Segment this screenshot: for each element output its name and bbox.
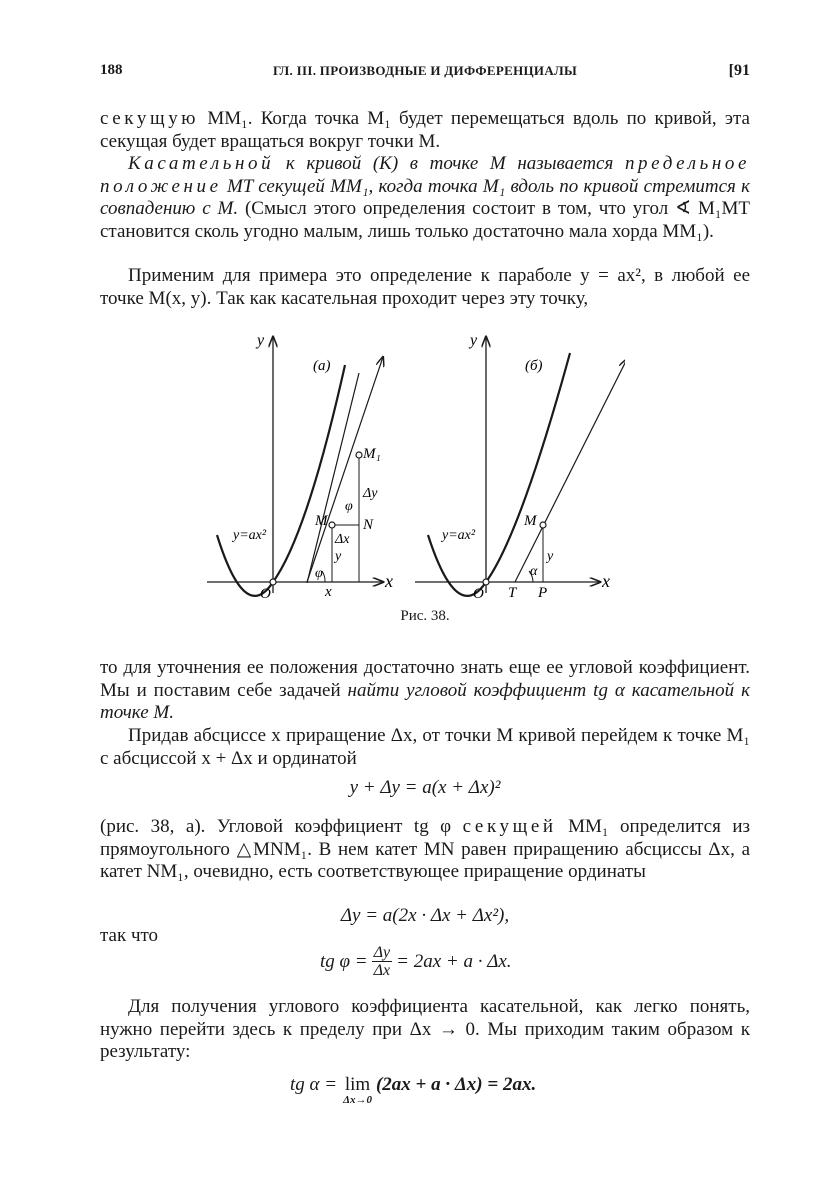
parabola-a — [217, 365, 345, 596]
formula-ordinate: y + Δy = a(x + Δx)² — [349, 777, 501, 798]
origin-label-a: O — [260, 586, 271, 602]
panel-b — [415, 332, 625, 602]
formula-tg-phi — [320, 944, 512, 979]
origin-label-b: O — [473, 586, 484, 602]
point-m1-label-a: M₁ — [363, 446, 381, 462]
spaced-word-secant: секущей — [462, 816, 557, 837]
point-m-label-b: M — [524, 513, 537, 529]
paragraph-1-text: MM₁. Когда точка M₁ будет перемещаться вдоль по кривой, эта секущая будет вращаться вокруг точки M. — [100, 108, 750, 152]
paragraph-6-text-1: (рис. 38, а). Угловой коэффициент tg φ — [100, 816, 463, 837]
tangent-line-a — [307, 373, 359, 583]
paragraph-6 — [100, 816, 750, 884]
delta-y-label-a: Δy — [363, 486, 378, 501]
chapter-title: ГЛ. III. ПРОИЗВОДНЫЕ И ДИФФЕРЕНЦИАЛЫ — [272, 63, 578, 78]
paragraph-5-text: Придав абсциссе x приращение Δx, от точки M кривой перейдем к точке M₁ с абсциссой x + Δx и ординатой — [100, 725, 750, 769]
paragraph-5 — [100, 725, 750, 770]
definition-text-1: к кривой (K) в точке M называется — [274, 153, 625, 174]
point-m-a — [329, 522, 335, 528]
spaced-word: секущую — [100, 108, 200, 129]
so-that-text: так что — [100, 925, 159, 946]
ordinate-label-b: y — [547, 549, 554, 564]
curve-label-b: y=ax² — [442, 528, 476, 543]
alpha-label-b: α — [530, 564, 538, 579]
paragraph-1 — [100, 108, 750, 153]
x-axis-label-a: x — [385, 571, 393, 591]
tg-alpha-rhs: (2ax + a · Δx) = 2ax. — [375, 1074, 537, 1095]
paragraph-3-text: Применим для примера это определение к параболе y = ax², в любой ее точке M(x, y). Так как касательная проходит через эту точку, — [100, 265, 750, 309]
task-statement: найти угловой коэффициент tg α касательной к точке M. — [100, 679, 750, 723]
panel-a — [207, 332, 393, 602]
figure-38 — [195, 325, 625, 610]
fraction — [372, 944, 393, 979]
point-m-b — [540, 522, 546, 528]
phi-label-top-a: φ — [345, 499, 353, 514]
panel-label-b: (б) — [525, 358, 543, 374]
tg-phi-rhs: = 2ax + a · Δx. — [396, 950, 512, 972]
page-number: 188 — [100, 62, 123, 78]
section-number: [91 — [728, 62, 750, 79]
tg-phi-lhs: tg φ = — [320, 950, 368, 972]
formula-delta-y: Δy = a(2x · Δx + Δx²), — [340, 905, 510, 926]
limit-operator — [343, 1074, 372, 1106]
origin-point-b — [483, 579, 489, 585]
tg-alpha-lhs: tg α = — [290, 1074, 338, 1095]
term-tangent: Касательной — [128, 153, 275, 174]
paragraph-7-text: Для получения углового коэффициента касательной, как легко понять, нужно перейти здесь к пределу при Δx → 0. Мы приходим таким образом к результату: — [100, 996, 750, 1062]
definition-text-2: MT секущей MM₁, когда точка M₁ вдоль по кривой стремится к совпадению с M. — [100, 175, 750, 219]
y-axis-label-a: y — [257, 332, 265, 349]
point-n-label-a: N — [363, 517, 374, 533]
x-axis-label-b: x — [602, 571, 610, 591]
point-m1-a — [356, 452, 362, 458]
point-m-label-a: M — [315, 513, 328, 529]
phi-label-bottom-a: φ — [315, 566, 323, 581]
delta-x-label-a: Δx — [335, 532, 350, 547]
curve-label-a: y=ax² — [233, 528, 267, 543]
figure-caption: Рис. 38. — [400, 608, 450, 624]
lim-word: lim — [344, 1074, 371, 1095]
panel-label-a: (а) — [313, 358, 331, 374]
paragraph-7 — [100, 996, 750, 1064]
x-tick-label-a: x — [325, 584, 332, 600]
fraction-denominator: Δx — [373, 962, 391, 979]
point-t-label-b: T — [508, 585, 517, 601]
paragraph-3 — [100, 265, 750, 310]
tangent-line-b — [515, 359, 625, 582]
paragraph-2-definition — [100, 153, 750, 243]
paragraph-4-text: то для уточнения ее положения достаточно знать еще ее угловой коэффициент. Мы и поставим себе задачей — [100, 657, 750, 701]
formula-tg-alpha-limit — [290, 1074, 536, 1106]
origin-point-a — [270, 579, 276, 585]
definition-remark: (Смысл этого определения состоит в том, что угол ∢ M₁MT становится сколь угодно малым, лишь только достаточно мала хорда MM₁). — [100, 198, 750, 242]
lim-subscript: Δx→0 — [343, 1094, 372, 1106]
fraction-numerator: Δy — [373, 944, 391, 961]
point-p-label-b: P — [538, 585, 548, 601]
ordinate-label-a: y — [335, 549, 342, 564]
y-axis-label-b: y — [470, 332, 478, 349]
running-header — [100, 62, 750, 86]
paragraph-4 — [100, 657, 750, 725]
term-limit-position: предельное положение — [100, 153, 750, 197]
paragraph-6-text-2: MM₁ определится из прямоугольного △MNM₁. В нем катет MN равен приращению абсциссы Δx, а катет NM₁, очевидно, есть соответствующее приращение ординаты — [100, 816, 750, 882]
